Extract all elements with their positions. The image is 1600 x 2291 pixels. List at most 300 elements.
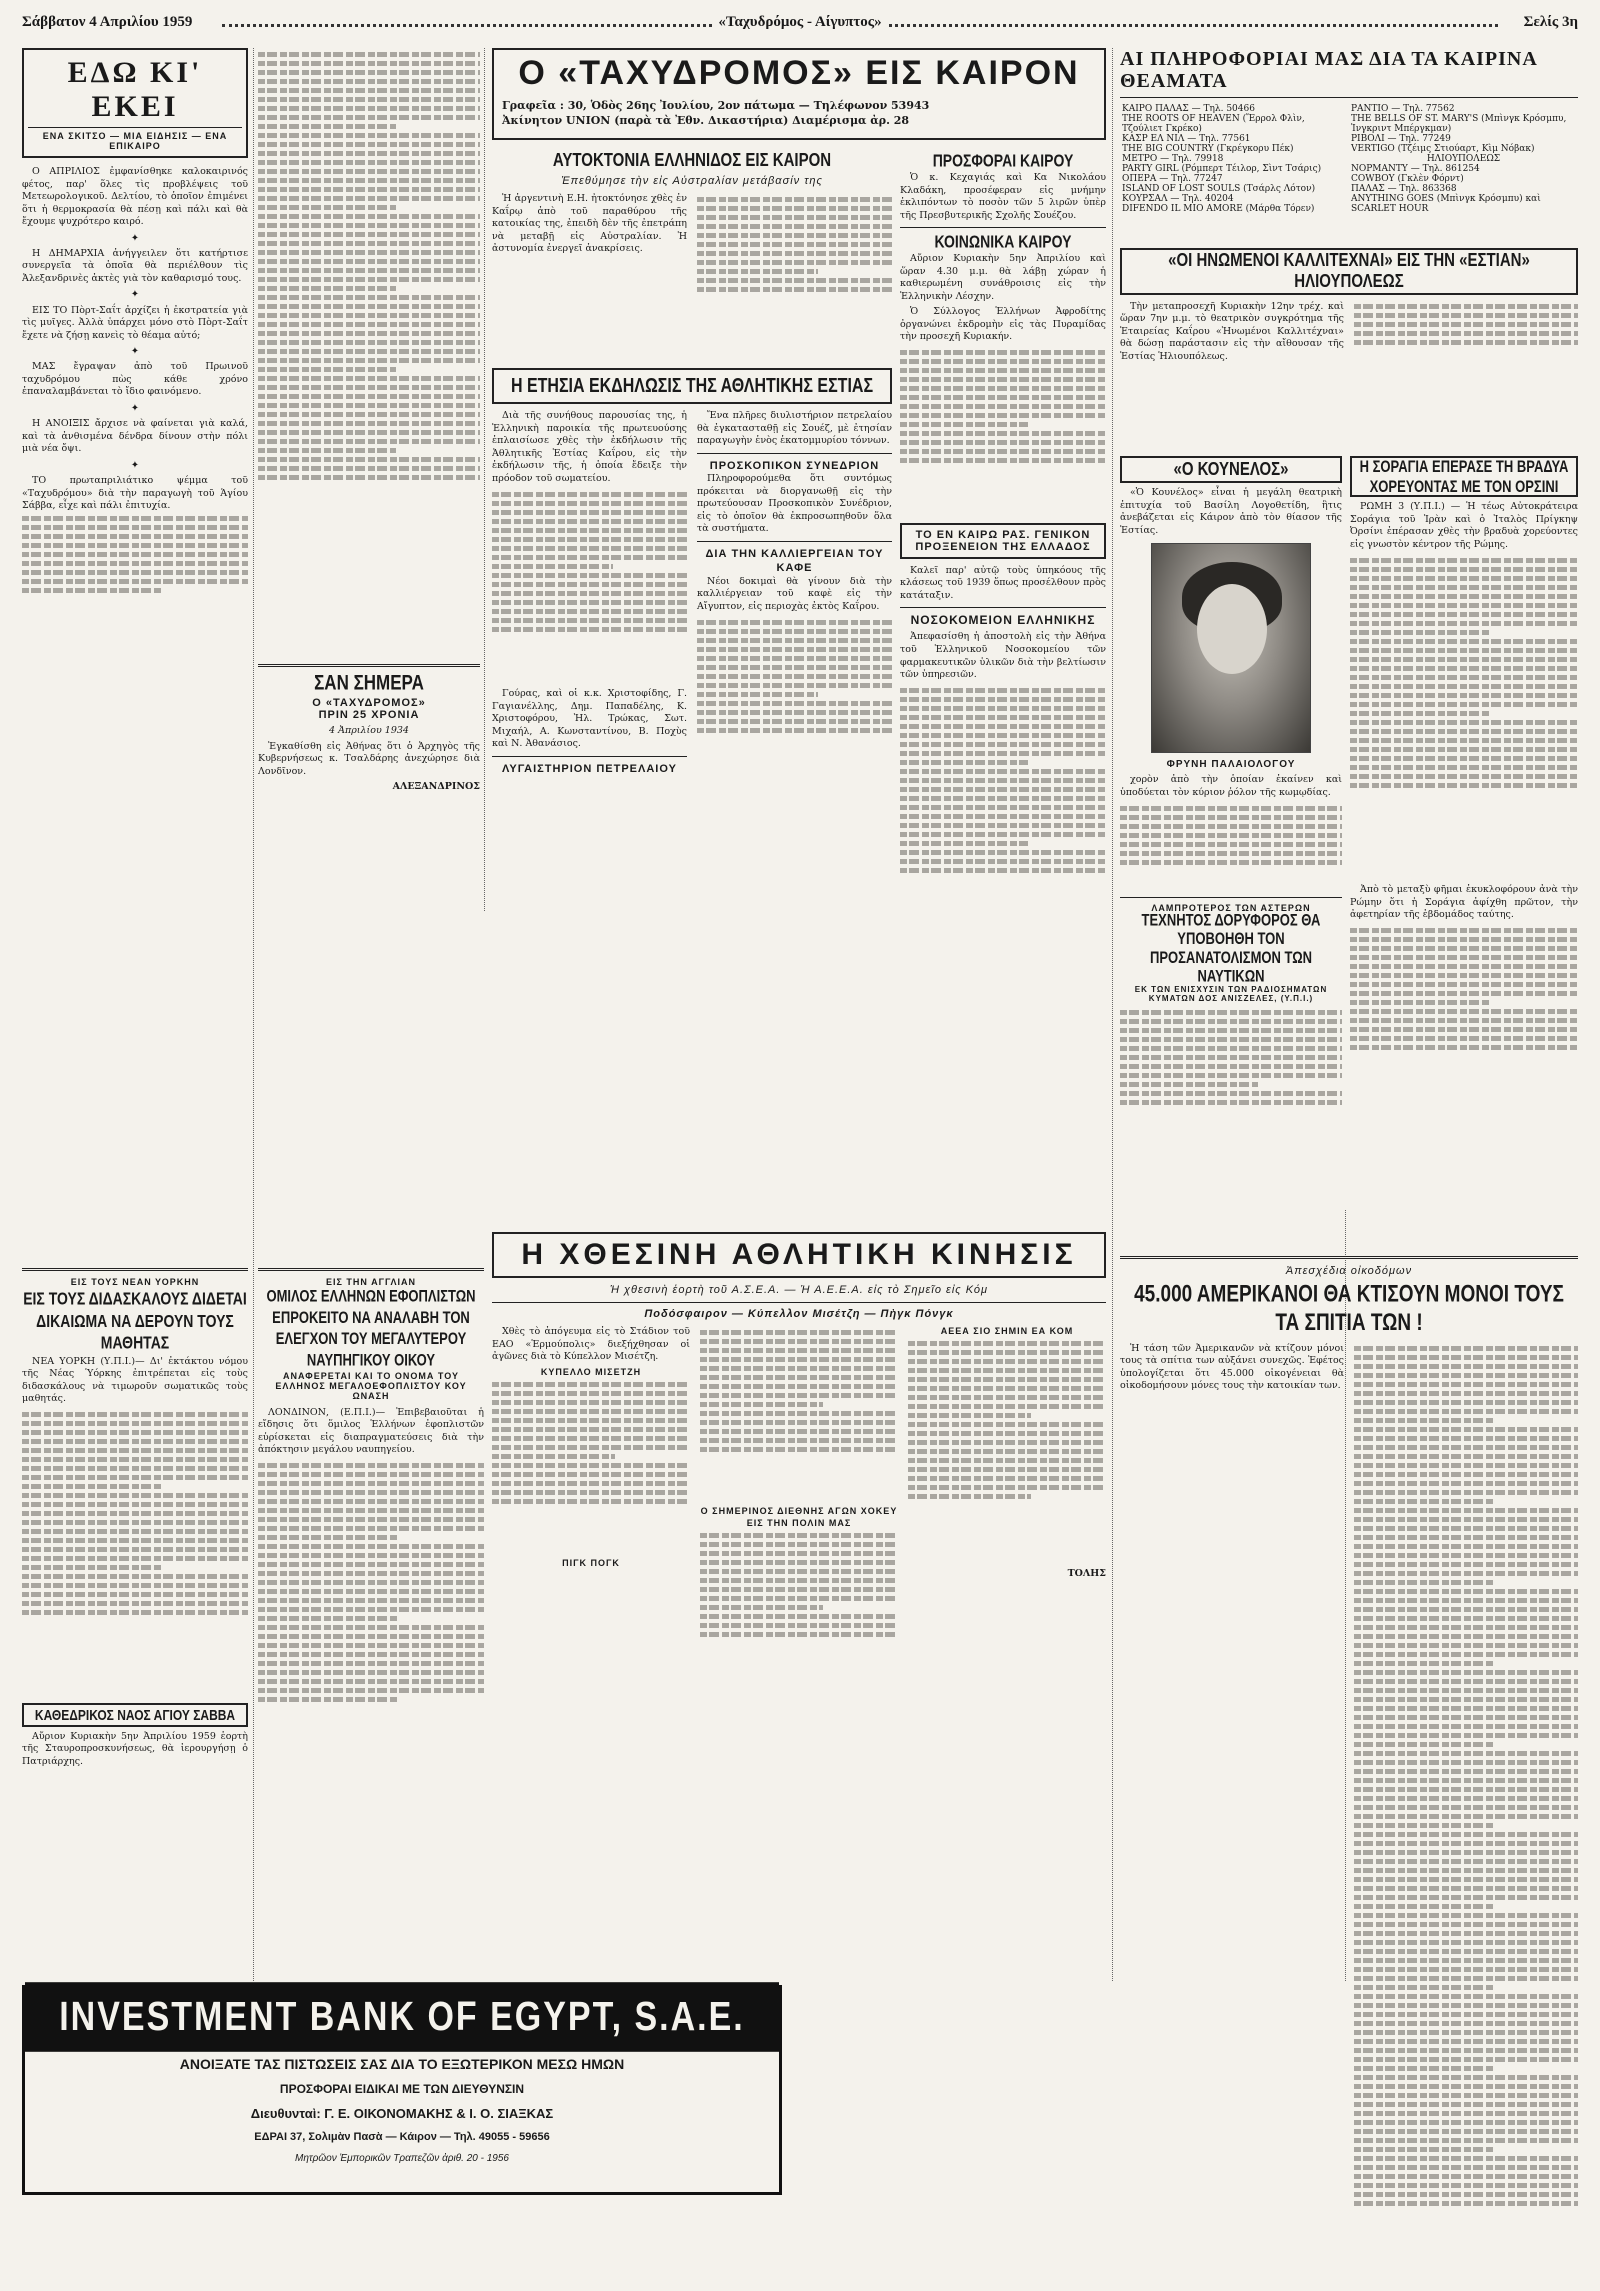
illegible-text-line	[1354, 2183, 1578, 2188]
suicide-subtitle: Ἐπεθύμησε τὴν εἰς Αὐστραλίαν μετάβασίν της	[561, 175, 823, 187]
illegible-text-line	[22, 543, 248, 548]
illegible-text-line	[908, 1476, 1106, 1481]
illegible-text-line	[1354, 1679, 1578, 1684]
illegible-text-line	[900, 769, 1106, 774]
illegible-text-line	[1354, 2057, 1578, 2062]
illegible-text-line	[1354, 1949, 1578, 1954]
illegible-text-line	[900, 724, 1106, 729]
stars-title: ΤΕΧΝΗΤΟΣ ΔΟΡΥΦΟΡΟΣ ΘΑ ΥΠΟΒΟΗΘΗ ΤΟΝ ΠΡΟΣΑΝΑΤΟΛΙΣΜΟΝ ΤΩΝ ΝΑΥΤΙΚΩΝ	[1141, 910, 1321, 986]
main-headline-box	[492, 48, 1106, 146]
advert-title: INVESTMENT BANK OF EGYPT, S.A.E.	[25, 1982, 779, 2052]
illegible-text-line	[900, 850, 1106, 855]
illegible-text-line	[1354, 1778, 1578, 1783]
illegible-text-line	[908, 1458, 1106, 1463]
illegible-text-line	[1354, 1409, 1578, 1414]
filler-text	[22, 1409, 248, 1699]
illegible-text-line	[700, 1623, 898, 1628]
stars-label: ΛΑΜΠΡΟΤΕΡΟΣ ΤΩΝ ΑΣΤΕΡΩΝ	[1151, 903, 1311, 914]
cinema-news-title: ΛΥΓΑΙΣΤΗΡΙΟΝ ΠΕΤΡΕΛΑΙΟΥ	[502, 762, 677, 775]
illegible-text-line	[1350, 1018, 1578, 1023]
illegible-text-line	[900, 404, 1106, 409]
illegible-text-line	[900, 697, 1106, 702]
housing-title: 45.000 ΑΜΕΡΙΚΑΝΟΙ ΘΑ ΚΤΙΣΟΥΝ ΜΟΝΟΙ ΤΟΥΣ ΤΑ ΣΠΙΤΙΑ ΤΩΝ !	[1134, 1281, 1564, 1337]
portrait-caption: ΦΡΥΝΗ ΠΑΛΑΙΟΛΟΓΟΥ	[1166, 759, 1296, 771]
illegible-text-line	[1354, 1652, 1578, 1657]
illegible-text-line	[1120, 1037, 1342, 1042]
illegible-text-line	[22, 579, 248, 584]
church-title: ΚΑΘΕΔΡΙΚΟΣ ΝΑΟΣ ΑΓΙΟΥ ΣΑΒΒΑ	[34, 1705, 236, 1724]
soraya-body: ΡΩΜΗ 3 (Υ.Π.Ι.) — Ἡ τέως Αὐτοκράτειρα Σοράγια τοῦ Ἰρὰν καὶ ὁ Ἰταλὸς Πρίγκηψ Ὀρσίνι ἐπέρασαν χθὲς τὴν βραδυὰ χορεύοντες εἰς γνωστὸν κέντρον τῆς Ρώμης.	[1350, 501, 1578, 550]
illegible-text-line	[258, 439, 480, 444]
illegible-text-line	[1354, 1526, 1578, 1531]
illegible-text-line	[258, 1463, 484, 1468]
illegible-text-line	[697, 719, 892, 724]
illegible-text-line	[1354, 2120, 1578, 2125]
illegible-text-line	[1350, 594, 1578, 599]
illegible-text-line	[492, 1481, 690, 1486]
illegible-text-line	[1354, 1787, 1578, 1792]
advert-line1: ΑΝΟΙΞΑΤΕ ΤΑΣ ΠΙΣΤΩΣΕΙΣ ΣΑΣ ΔΙΑ ΤΟ ΕΞΩΤΕΡΙΚΟΝ ΜΕΣΩ ΗΜΩΝ	[179, 2056, 625, 2072]
advert-line4: ΕΔΡΑΙ 37, Σολιμὰν Πασὰ — Κάιρον — Τηλ. 49055 - 59656	[254, 2131, 550, 2143]
illegible-text-line	[258, 1472, 484, 1477]
theater-entry: ΜΕΤΡΟ — Τηλ. 79918 PARTY GIRL (Ρόμπερτ Τέιλορ, Σὶντ Τσάρις)	[1122, 154, 1322, 174]
illegible-text-line	[1354, 1661, 1493, 1666]
illegible-text-line	[1354, 2138, 1578, 2143]
filler-text	[258, 48, 480, 658]
sports-gala-body2: Γούρας, καὶ οἱ κ.κ. Χριστοφίδης, Γ. Γαγιανέλλης, Δημ. Παπαδέλης, Κ. Χριστοφόρου, Ἠλ. Τρώκας, Σωτ. Μιχαήλ, Α. Κωνσταντίνου, Β. Ποχὺς καὶ Ν. Ἀθανάσιος.	[492, 688, 687, 750]
illegible-text-line	[1354, 1877, 1578, 1882]
theater-entry: ΝΟΡΜΑΝΤΥ — Τηλ. 861254 COWBOY (Γκλὲν Φόρντ)	[1351, 164, 1480, 184]
illegible-text-line	[700, 1560, 898, 1565]
illegible-text-line	[258, 304, 480, 309]
illegible-text-line	[1354, 2129, 1578, 2134]
illegible-text-line	[700, 1587, 898, 1592]
illegible-text-line	[22, 1493, 248, 1498]
illegible-text-line	[258, 322, 480, 327]
paragraph: Η ΔΗΜΑΡΧΙΑ ἀνήγγειλεν ὅτι κατήρτισε συνεργεῖα τὰ ὁποῖα θὰ περιέλθουν τὶς Ἀλεξανδρινὲς ἀκτὲς γιὰ τὸν καθαρισμό τους.	[22, 247, 248, 284]
housing-body: Ἡ τάση τῶν Ἀμερικανῶν νὰ κτίζουν μόνοι τους τὰ σπίτια των αὐξάνει συνεχῶς. Ἐφέτος ὑπολογίζεται ὅτι 45.000 οἰκογένειαι θὰ οἰκοδομήσουν μόνες τους τὴν κατοικίαν των.	[1120, 1342, 1344, 1392]
filler-text	[900, 685, 1106, 955]
illegible-text-line	[258, 1481, 484, 1486]
illegible-text-line	[1354, 1382, 1578, 1387]
illegible-text-line	[1354, 2030, 1578, 2035]
illegible-text-line	[258, 1562, 484, 1567]
illegible-text-line	[697, 728, 892, 733]
illegible-text-line	[697, 683, 892, 688]
illegible-text-line	[1354, 1922, 1578, 1927]
illegible-text-line	[1354, 1886, 1578, 1891]
illegible-text-line	[1354, 2021, 1578, 2026]
illegible-text-line	[1354, 2192, 1578, 2197]
illegible-text-line	[1354, 2111, 1578, 2116]
illegible-text-line	[697, 692, 818, 697]
illegible-text-line	[697, 233, 892, 238]
koynelos-title: «Ο ΚΟΥΝΕΛΟΣ»	[1173, 458, 1289, 481]
illegible-text-line	[908, 1359, 1106, 1364]
coffee-body: Νέοι δοκιμαὶ θὰ γίνουν διὰ τὴν καλλιέργειαν τοῦ καφὲ εἰς τὴν Αἴγυπτον, εἰς περιοχὰς ἐκτὸς Καΐρου.	[697, 575, 892, 612]
illegible-text-line	[492, 519, 687, 524]
illegible-text-line	[908, 1467, 1106, 1472]
illegible-text-line	[258, 1517, 484, 1522]
illegible-text-line	[22, 1430, 248, 1435]
illegible-text-line	[900, 823, 1106, 828]
illegible-text-line	[492, 600, 687, 605]
article-united-artists	[1120, 248, 1578, 448]
theaters-table	[1120, 103, 1578, 215]
congress-body: Πληροφορούμεθα ὅτι συντόμως πρόκειται νὰ διοργανωθῇ εἰς τὴν πρωτεύουσαν Προσκοπικὸν Συνέδριον, εἰς τὸ ὁποῖον θὰ ἐκπροσωπηθοῦν ὅλα τὰ συστήματα.	[697, 473, 892, 535]
illegible-text-line	[492, 1400, 690, 1405]
column-rule	[484, 48, 485, 911]
illegible-text-line	[1354, 1814, 1578, 1819]
illegible-text-line	[258, 376, 480, 381]
illegible-text-line	[1120, 1091, 1342, 1096]
illegible-text-line	[492, 1454, 615, 1459]
illegible-text-line	[258, 1580, 484, 1585]
illegible-text-line	[1354, 1670, 1578, 1675]
illegible-text-line	[908, 1440, 1106, 1445]
masthead-date: Σάββατον 4 Απριλίου 1959	[22, 14, 198, 31]
illegible-text-line	[22, 1475, 248, 1480]
illegible-text-line	[258, 349, 480, 354]
shipowners-title: ΟΜΙΛΟΣ ΕΛΛΗΝΩΝ ΕΦΟΠΛΙΣΤΩΝ ΕΠΡΟΚΕΙΤΟ ΝΑ ΑΝΑΛΑΒΗ ΤΟΝ ΕΛΕΓΧΟΝ ΤΟΥ ΜΕΓΑΛΥΤΕΡΟΥ ΝΑΥΠΗΓΙΚΟΥ ΟΙΚΟΥ	[266, 1286, 476, 1369]
theater-entry: ΡΑΝΤΙΟ — Τηλ. 77562 THE BELLS OF ST. MARY'S (Μπὶνγκ Κρόσμπυ, Ἰνγκριντ Μπέργκμαν)	[1351, 104, 1567, 134]
illegible-text-line	[258, 1535, 398, 1540]
illegible-text-line	[1354, 1562, 1578, 1567]
illegible-text-line	[22, 1592, 248, 1597]
teachers-title: ΕΙΣ ΤΟΥΣ ΔΙΔΑΣΚΑΛΟΥΣ ΔΙΔΕΤΑΙ ΔΙΚΑΙΩΜΑ ΝΑ ΔΕΡΟΥΝ ΤΟΥΣ ΜΑΘΗΤΑΣ	[23, 1288, 247, 1353]
illegible-text-line	[1354, 1985, 1493, 1990]
illegible-text-line	[900, 458, 1106, 463]
illegible-text-line	[22, 1520, 248, 1525]
illegible-text-line	[1354, 313, 1578, 318]
illegible-text-line	[700, 1578, 898, 1583]
illegible-text-line	[1354, 1976, 1578, 1981]
illegible-text-line	[22, 1610, 248, 1615]
illegible-text-line	[1120, 1055, 1342, 1060]
coffee-title: ΔΙΑ ΤΗΝ ΚΑΛΛΙΕΡΓΕΙΑΝ ΤΟΥ ΚΑΦΕ	[705, 547, 884, 575]
stars-sub: ΕΚ ΤΩΝ ΕΝΙΣΧΥΣΙΝ ΤΩΝ ΡΑΔΙΟΣΗΜΑΤΩΝ ΚΥΜΑΤΩΝ ΔΟΣ ΑΝΙΣΖΕΛΕΣ, (Υ.Π.Ι.)	[1134, 984, 1328, 1003]
suicide-title: ΑΥΤΟΚΤΟΝΙΑ ΕΛΛΗΝΙΔΟΣ ΕΙΣ ΚΑΙΡΟΝ	[552, 152, 832, 172]
illegible-text-line	[1354, 1796, 1578, 1801]
illegible-text-line	[900, 733, 1106, 738]
illegible-text-line	[1120, 851, 1342, 856]
illegible-text-line	[492, 528, 687, 533]
paragraph: Η ΑΝΟΙΞΙΣ ἄρχισε νὰ φαίνεται γιὰ καλά, καὶ τὰ ἀνθισμένα δένδρα δίνουν στὴν πόλι μιὰ νέα ὄψι.	[22, 418, 248, 455]
united-artists-body: Τὴν μεταπροσεχῆ Κυριακὴν 12ην τρέχ. καὶ ὥραν 7ην μ.μ. τὸ θεατρικὸν συγκρότημα τῆς Ἑταιρείας Καΐρου «Ἡνωμένοι Καλλιτέχναι» θὰ δώσῃ παράστασιν εἰς τὴν αἴθουσαν τῆς Ἑστίας Ἡλιουπόλεως.	[1120, 300, 1344, 362]
today-body: Ἐγκαθίσθη εἰς Ἀθήνας ὅτι ὁ Ἀρχηγὸς τῆς Κυβερνήσεως κ. Τσαλδάρης ἀνεχώρησε διὰ Λονδῖνον.	[258, 740, 480, 777]
illegible-text-line	[258, 178, 480, 183]
illegible-text-line	[22, 1583, 248, 1588]
illegible-text-line	[900, 431, 1106, 436]
illegible-text-line	[1354, 1904, 1493, 1909]
filler-text	[492, 488, 687, 688]
filler-text	[697, 616, 892, 786]
united-artists-title: «ΟΙ ΗΝΩΜΕΝΟΙ ΚΑΛΛΙΤΕΧΝΑΙ» ΕΙΣ ΤΗΝ «ΕΣΤΙΑΝ» ΗΛΙΟΥΠΟΛΕΩΣ	[1168, 249, 1530, 293]
illegible-text-line	[1350, 576, 1578, 581]
illegible-text-line	[492, 555, 687, 560]
illegible-text-line	[1354, 2201, 1578, 2206]
illegible-text-line	[1354, 2039, 1578, 2044]
illegible-text-line	[900, 814, 1106, 819]
illegible-text-line	[700, 1339, 898, 1344]
illegible-text-line	[700, 1632, 898, 1637]
illegible-text-line	[900, 359, 1106, 364]
illegible-text-line	[1354, 1481, 1578, 1486]
illegible-text-line	[908, 1395, 1106, 1400]
illegible-text-line	[258, 412, 480, 417]
illegible-text-line	[492, 510, 687, 515]
illegible-text-line	[900, 778, 1106, 783]
illegible-text-line	[258, 385, 480, 390]
illegible-text-line	[1350, 621, 1578, 626]
main-headline-title: Ο «ΤΑΧΥΔΡΟΜΟΣ» ΕΙΣ ΚΑΙΡΟΝ	[518, 54, 1080, 92]
soraya-title: Η ΣΟΡΑΓΙΑ ΕΠΕΡΑΣΕ ΤΗ ΒΡΑΔΥΑ ΧΟΡΕΥΟΝΤΑΣ ΜΕ ΤΟΝ ΟΡΣΙΝΙ	[1359, 457, 1569, 496]
illegible-text-line	[258, 1571, 484, 1576]
illegible-text-line	[1350, 720, 1578, 725]
illegible-text-line	[700, 1551, 898, 1556]
illegible-text-line	[22, 561, 248, 566]
illegible-text-line	[1120, 1046, 1342, 1051]
illegible-text-line	[1350, 648, 1578, 653]
illegible-text-line	[697, 224, 892, 229]
illegible-text-line	[258, 331, 480, 336]
illegible-text-line	[22, 1574, 248, 1579]
illegible-text-line	[697, 197, 892, 202]
illegible-text-line	[258, 250, 480, 255]
paragraph: ΤΟ πρωταπριλιάτικο ψέμμα τοῦ «Ταχυδρόμου» διὰ τὴν παραγωγὴ τοῦ Ἁγίου Σάββα, εἶχε καὶ πάλι ἐπιτυχία.	[22, 474, 248, 512]
illegible-text-line	[700, 1429, 898, 1434]
illegible-text-line	[1354, 1508, 1578, 1513]
illegible-text-line	[1350, 765, 1578, 770]
illegible-text-line	[1350, 1045, 1578, 1050]
illegible-text-line	[258, 61, 480, 66]
illegible-text-line	[908, 1404, 1106, 1409]
illegible-text-line	[1350, 585, 1578, 590]
illegible-text-line	[22, 1412, 248, 1417]
illegible-text-line	[1354, 2147, 1493, 2152]
filler-text	[900, 347, 1106, 517]
illegible-text-line	[1120, 1019, 1342, 1024]
filler-text	[492, 1378, 690, 1558]
illegible-text-line	[258, 1589, 484, 1594]
illegible-text-line	[908, 1377, 1106, 1382]
illegible-text-line	[1350, 702, 1578, 707]
illegible-text-line	[700, 1384, 898, 1389]
illegible-text-line	[1354, 1868, 1578, 1873]
illegible-text-line	[900, 377, 1106, 382]
illegible-text-line	[1354, 1544, 1578, 1549]
illegible-text-line	[492, 609, 687, 614]
illegible-text-line	[1354, 1400, 1578, 1405]
illegible-text-line	[492, 1436, 690, 1441]
article-koynelos	[1120, 456, 1342, 1246]
illegible-text-line	[1354, 2084, 1578, 2089]
illegible-text-line	[492, 1391, 690, 1396]
sports-signature: ΤΟΛΗΣ	[1067, 1567, 1106, 1579]
illegible-text-line	[258, 97, 480, 102]
illegible-text-line	[1350, 1009, 1578, 1014]
illegible-text-line	[1354, 1967, 1578, 1972]
filler-text	[1120, 802, 1342, 892]
illegible-text-line	[900, 449, 1106, 454]
illegible-text-line	[1354, 1832, 1578, 1837]
illegible-text-line	[1354, 2102, 1578, 2107]
illegible-text-line	[1350, 738, 1578, 743]
illegible-text-line	[1350, 558, 1578, 563]
illegible-text-line	[697, 629, 892, 634]
sports-movement-body: Χθὲς τὸ ἀπόγευμα εἰς τὸ Στάδιον τοῦ ΕΑΟ «Ἑρμούπολις» διεξήχθησαν οἱ ἀγῶνες διὰ τὸ Κύπελλον Μισέτζη.	[492, 1326, 690, 1363]
illegible-text-line	[492, 537, 687, 542]
illegible-text-line	[258, 268, 480, 273]
illegible-text-line	[700, 1605, 823, 1610]
illegible-text-line	[1354, 1364, 1578, 1369]
main-headline-address2: Ἀκίνητον UNION (παρὰ τὰ Ἐθν. Δικαστήρια) Διαμέρισμα ἀρ. 28	[502, 114, 910, 127]
illegible-text-line	[700, 1330, 898, 1335]
filler-text	[1120, 1007, 1342, 1147]
prosfora-title: ΠΡΟΣΦΟΡΑΙ ΚΑΙΡΟΥ	[932, 152, 1074, 170]
illegible-text-line	[492, 1409, 690, 1414]
sports-movement-subtitle: Ἡ χθεσινὴ ἑορτὴ τοῦ Α.Σ.Ε.Α. — Ἡ Α.Ε.Ε.Α. εἰς τὸ Σημεῖο εἰς Κόμ	[609, 1284, 989, 1296]
illegible-text-line	[258, 1625, 484, 1630]
illegible-text-line	[1354, 1733, 1578, 1738]
illegible-text-line	[1350, 684, 1578, 689]
illegible-text-line	[258, 169, 480, 174]
illegible-text-line	[900, 688, 1106, 693]
illegible-text-line	[908, 1368, 1106, 1373]
sports-gala-body: Διὰ τῆς συνήθους παρουσίας της, ἡ Ἑλληνικὴ παροικία τῆς πρωτευούσης ἐπλαισίωσε χθὲς τὴν ἐκδήλωσιν τῆς Ἀθλητικῆς Ἑστίας Καΐρου, εἰς τὴν ἐκδήλωσιν τῆς, ἡ ὁποία ἔδειξε τὴν πρόοδον τοῦ σωματείου.	[492, 410, 687, 484]
illegible-text-line	[258, 142, 480, 147]
paragraph: Ο ΑΠΡΙΛΙΟΣ ἐμφανίσθηκε καλοκαιρινός φέτος, παρ' ὅλες τὶς προβλέψεις τοῦ Μετεωρολογικοῦ. Δελτίου, τὸ ὁποῖον ἐπιμένει ὅτι ἡ θερμοκρασία θὰ πέσῃ καὶ πάλι καὶ θὰ ἔχουμε ψυχρότερο καιρό.	[22, 166, 248, 228]
illegible-text-line	[900, 395, 1106, 400]
illegible-text-line	[1350, 612, 1578, 617]
illegible-text-line	[900, 805, 1106, 810]
illegible-text-line	[697, 674, 892, 679]
paragraph: ΕΙΣ ΤΟ Πὸρτ-Σαΐτ ἀρχίζει ἡ ἐκστρατεία γιὰ τὶς μυῖγες. Ἀλλὰ ὑπάρχει μόνο στὸ Πὸρτ-Σαΐτ ἔχετε νὰ ζήσῃ κανεὶς τὸ θέαμα αὐτό;	[22, 304, 248, 341]
illegible-text-line	[1354, 1724, 1578, 1729]
illegible-text-line	[900, 832, 1106, 837]
illegible-text-line	[22, 570, 248, 575]
separator-star: ✦	[130, 289, 140, 301]
illegible-text-line	[492, 573, 687, 578]
illegible-text-line	[700, 1402, 823, 1407]
sports-sub-pingpong: ΠΙΓΚ ΠΟΓΚ	[562, 1558, 620, 1569]
koynelos-body2: χορὸν ἀπὸ τὴν ὁποίαν ἐκαίνεν καὶ ὑποδύεται τὸν κύριον ῥόλον τῆς κωμῳδίας.	[1120, 774, 1342, 798]
illegible-text-line	[1354, 1634, 1578, 1639]
separator-star: ✦	[130, 459, 140, 471]
illegible-text-line	[1354, 2156, 1578, 2161]
illegible-text-line	[1354, 1346, 1578, 1351]
illegible-text-line	[1350, 639, 1578, 644]
illegible-text-line	[700, 1533, 898, 1538]
illegible-text-line	[697, 260, 892, 265]
illegible-text-line	[258, 232, 480, 237]
illegible-text-line	[258, 115, 480, 120]
illegible-text-line	[900, 386, 1106, 391]
illegible-text-line	[1354, 1571, 1578, 1576]
shipowners-label: ΕΙΣ ΤΗΝ ΑΓΓΛΙΑΝ	[326, 1277, 416, 1287]
illegible-text-line	[1354, 1490, 1578, 1495]
illegible-text-line	[1120, 842, 1342, 847]
theater-entry: ΚΑΣΡ ΕΛ ΝΙΛ — Τηλ. 77561 THE BIG COUNTRY (Γκρέγκορυ Πέκ)	[1122, 134, 1294, 154]
illegible-text-line	[700, 1569, 898, 1574]
illegible-text-line	[492, 1427, 690, 1432]
advert-line3: Διευθυνταὶ: Γ. Ε. ΟΙΚΟΝΟΜΑΚΗΣ & Ι. Ο. ΣΙΑΞΚΑΣ	[250, 2106, 554, 2121]
illegible-text-line	[1354, 1445, 1578, 1450]
illegible-text-line	[1350, 1036, 1578, 1041]
edo-ki-ekei-header	[22, 48, 248, 158]
article-suicide	[492, 152, 892, 362]
illegible-text-line	[258, 1490, 484, 1495]
filler-text	[697, 193, 892, 333]
illegible-text-line	[1350, 937, 1578, 942]
illegible-text-line	[1354, 322, 1578, 327]
illegible-text-line	[258, 1652, 484, 1657]
illegible-text-line	[700, 1357, 898, 1362]
illegible-text-line	[492, 492, 687, 497]
illegible-text-line	[22, 1457, 248, 1462]
illegible-text-line	[258, 1553, 484, 1558]
illegible-text-line	[900, 760, 1028, 765]
suicide-body: Ἡ ἀργεντινὴ Ε.Η. ἠτοκτόνησε χθὲς ἐν Καΐρῳ ἀπὸ τοῦ παραθύρου τῆς κατοικίας της, ἐπειδὴ δὲν τῆς ἐπετράπη νὰ μεταβῇ εἰς Αὐστραλίαν. Ἡ ἀστυνομία ἐνεργεῖ ἀνακρίσεις.	[492, 193, 687, 255]
illegible-text-line	[1350, 946, 1578, 951]
soraya-body2: Ἀπὸ τὸ μεταξὺ φῆμαι ἐκυκλοφόρουν ἀνὰ τὴν Ρώμην ὅτι ἡ Σοράγια ἀφίχθη πρῶτον, τὴν ἀφετηρίαν τῆς ἑβδομάδος ταύτης.	[1350, 884, 1578, 921]
filler-text	[700, 1530, 898, 1690]
illegible-text-line	[22, 1448, 248, 1453]
koinonika-body2: Ὁ Σύλλογος Ἑλλήνων Ἀφροδίτης ὀργανώνει ἐκδρομὴν εἰς τὰς Πυραμίδας τὴν προσεχῆ Κυριακήν.	[900, 306, 1106, 343]
cinema-news-body: Ἔνα πλῆρες διυλιστήριον πετρελαίου θὰ ἐγκατασταθῇ εἰς Σουέζ, μὲ ἐτησίαν παραγωγὴν ἑνὸς ἑκατομμυρίου τόννων.	[697, 410, 892, 447]
illegible-text-line	[258, 475, 480, 480]
column-edo-ki-ekei	[22, 48, 248, 1303]
illegible-text-line	[258, 286, 396, 291]
housing-label: Ἀπεσχέδια οἰκοδόμων	[1285, 1265, 1413, 1277]
illegible-text-line	[1354, 1418, 1493, 1423]
illegible-text-line	[492, 591, 687, 596]
illegible-text-line	[697, 665, 892, 670]
illegible-text-line	[258, 358, 480, 363]
congress-title: ΠΡΟΣΚΟΠΙΚΟΝ ΣΥΝΕΔΡΙΟΝ	[709, 459, 880, 472]
illegible-text-line	[1120, 1073, 1342, 1078]
illegible-text-line	[1354, 1625, 1578, 1630]
illegible-text-line	[1354, 1958, 1578, 1963]
illegible-text-line	[492, 546, 687, 551]
illegible-text-line	[258, 313, 480, 318]
article-teachers	[22, 1262, 248, 1972]
filler-text	[1350, 554, 1578, 884]
edo-ki-ekei-subtitle: ΕΝΑ ΣΚΙΤΣΟ — ΜΙΑ ΕΙΔΗΣΙΣ — ΕΝΑ ΕΠΙΚΑΙΡΟ	[42, 131, 228, 151]
illegible-text-line	[258, 133, 480, 138]
illegible-text-line	[258, 430, 480, 435]
illegible-text-line	[700, 1375, 898, 1380]
illegible-text-line	[900, 868, 1106, 873]
illegible-text-line	[1120, 1064, 1342, 1069]
illegible-text-line	[1354, 331, 1578, 336]
illegible-text-line	[1354, 1553, 1578, 1558]
illegible-text-line	[258, 124, 396, 129]
column-local-news	[900, 152, 1106, 1228]
theater-entry: ΚΑΙΡΟ ΠΑΛΑΣ — Τηλ. 50466 THE ROOTS OF HEAVEN (Ἔρρολ Φλὶν, Τζούλιετ Γκρέκο)	[1122, 104, 1305, 134]
illegible-text-line	[908, 1449, 1106, 1454]
illegible-text-line	[697, 269, 818, 274]
illegible-text-line	[908, 1413, 1031, 1418]
illegible-text-line	[1354, 2012, 1578, 2017]
illegible-text-line	[900, 706, 1106, 711]
illegible-text-line	[1354, 1805, 1578, 1810]
illegible-text-line	[1354, 1436, 1578, 1441]
illegible-text-line	[1354, 1697, 1578, 1702]
today-signature: ΑΛΕΞΑΝΔΡΙΝΟΣ	[392, 781, 480, 793]
theater-entry: ΚΟΥΡΣΑΛ — Τηλ. 40204 DIFENDO IL MIO AMORE (Μάρθα Τόρεν)	[1122, 194, 1315, 214]
illegible-text-line	[258, 448, 396, 453]
